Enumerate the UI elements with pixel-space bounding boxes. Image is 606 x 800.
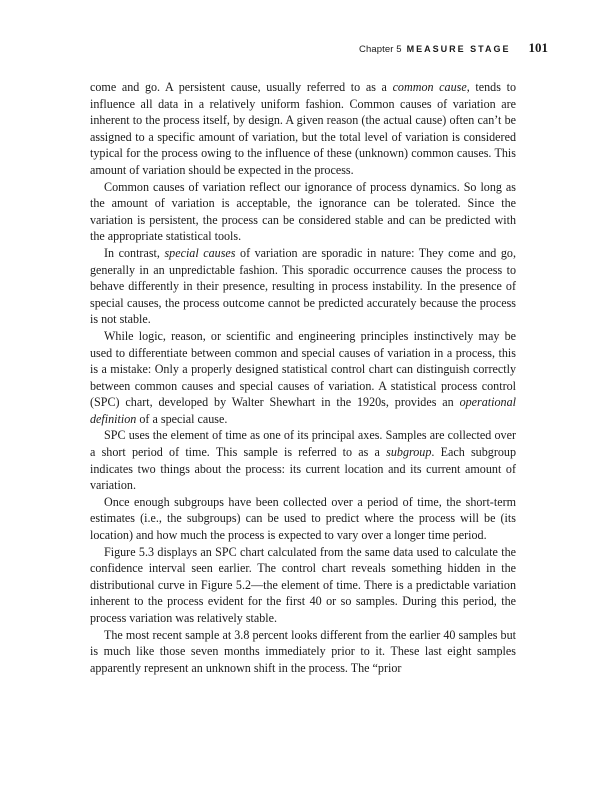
text-run: of a special cause. <box>136 411 228 426</box>
italic-term: common cause <box>392 80 467 94</box>
text-run: While logic, reason, or scientific and engineering principles instinctively may be used to differentiate between common and special causes of variation in a process, this is a mistake: Only a properly designed statistical control chart can distinguish correctly between common causes and special causes of variation. A statistical process control (SPC) chart, developed by Walter Shewhart in the 1920s, provides an <box>90 328 516 410</box>
paragraph-1 <box>90 79 516 179</box>
running-header <box>90 40 548 56</box>
paragraph-2 <box>90 179 516 245</box>
paragraph-4 <box>90 328 516 428</box>
text-run: of variation are sporadic in nature: They come and go, generally in an unpredictable fashion. This sporadic occurrence causes the process to behave differently in their presence, resulting in process instability. In the presence of special causes, the process outcome cannot be predicted accurately because the process is not stable. <box>90 245 516 327</box>
text-run: In contrast, <box>104 245 165 260</box>
paragraph-3 <box>90 245 516 328</box>
paragraph-7 <box>90 544 516 627</box>
text-run: SPC uses the element of time as one of its principal axes. Samples are collected over a short period of time. This sample is referred to as a <box>90 428 516 460</box>
text-run: come and go. A persistent cause, usually referred to as a <box>90 80 393 94</box>
chapter-label: Chapter 5 <box>359 44 402 55</box>
paragraph-5 <box>90 427 516 493</box>
stage-label: MEASURE STAGE <box>406 44 511 54</box>
italic-term: subgroup <box>386 445 432 460</box>
italic-term: operational definition <box>90 395 516 426</box>
page-number: 101 <box>528 40 548 55</box>
text-run: Common causes of variation reflect our ignorance of process dynamics. So long as the amount of variation is acceptable, the ignorance can be tolerated. Since the variation is persistent, the process can be considered stable and can be predicted with the appropriate statistical tools. <box>90 179 516 244</box>
paragraph-6 <box>90 494 516 544</box>
text-run: , tends to influence all data in a relatively uniform fashion. Common causes of variation are inherent to the process itself, by design. A given reason (the actual cause) often can’t be assigned to a specific amount of variation, but the total level of variation is considered typical for the process owing to the influence of these (unknown) common causes. This amount of variation should be expected in the process. <box>90 80 516 177</box>
text-run: Once enough subgroups have been collected over a period of time, the short-term estimates (i.e., the subgroups) can be used to predict where the process will be (its location) and how much the process is expected to vary over a longer time period. <box>90 494 516 543</box>
text-run: The most recent sample at 3.8 percent looks different from the earlier 40 samples but is much like those seven months immediately prior to it. These last eight samples apparently represent an unknown shift in the process. The “prior <box>90 627 516 675</box>
text-run: . Each subgroup indicates two things about the process: its current location and its current amount of variation. <box>90 445 516 493</box>
paragraph-8 <box>90 627 516 677</box>
text-run: Figure 5.3 displays an SPC chart calculated from the same data used to calculate the confidence interval seen earlier. The control chart reveals something hidden in the distributional curve in Figure 5.2—the element of time. There is a predictable variation inherent to the process evident for the first 40 or so samples. During this period, the process variation was relatively stable. <box>90 544 516 625</box>
italic-term: special causes <box>164 245 236 260</box>
body-text <box>90 79 516 676</box>
